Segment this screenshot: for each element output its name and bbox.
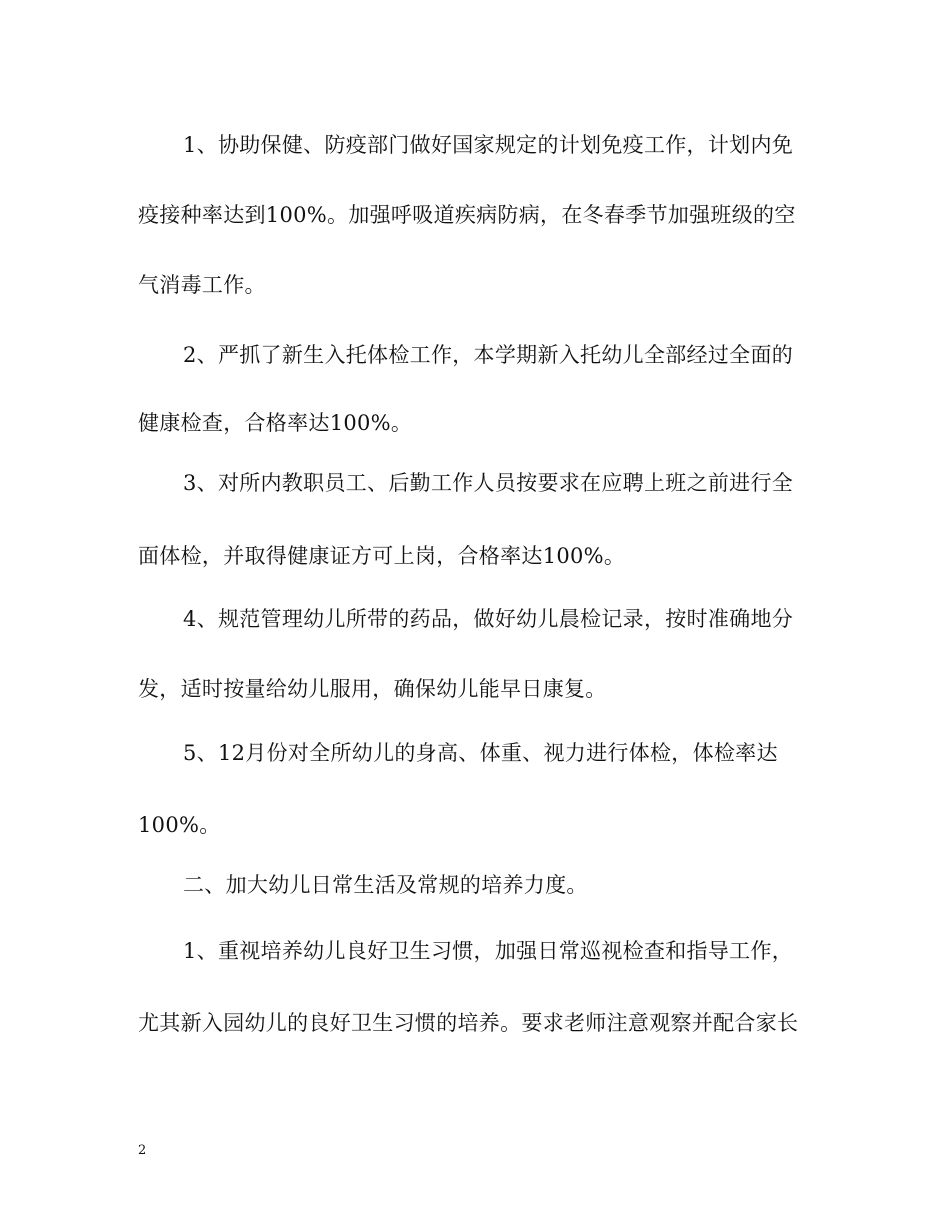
section-heading: 二、加大幼儿日常生活及常规的培养力度。 (183, 873, 588, 897)
paragraph-2-line-2: 健康检查，合格率达100%。 (138, 411, 413, 435)
paragraph-3-line-1: 3、对所内教职员工、后勤工作人员按要求在应聘上班之前进行全 (183, 471, 794, 495)
paragraph-6-line-2: 尤其新入园幼儿的良好卫生习惯的培养。要求老师注意观察并配合家长 (138, 1011, 799, 1035)
paragraph-4-line-2: 发，适时按量给幼儿服用，确保幼儿能早日康复。 (138, 677, 607, 701)
paragraph-1-line-3: 气消毒工作。 (138, 273, 266, 297)
paragraph-4-line-1: 4、规范管理幼儿所带的药品，做好幼儿晨检记录，按时准确地分 (183, 607, 794, 631)
paragraph-5-line-2: 100%。 (138, 813, 221, 837)
paragraph-6-line-1: 1、重视培养幼儿良好卫生习惯，加强日常巡视检查和指导工作， (183, 939, 794, 963)
paragraph-1-line-2: 疫接种率达到100%。加强呼吸道疾病防病，在冬春季节加强班级的空 (138, 203, 796, 227)
paragraph-2-line-1: 2、严抓了新生入托体检工作，本学期新入托幼儿全部经过全面的 (183, 343, 794, 367)
page-number: 2 (138, 1143, 147, 1158)
paragraph-1-line-1: 1、协助保健、防疫部门做好国家规定的计划免疫工作，计划内免 (183, 133, 794, 157)
paragraph-5-line-1: 5、12月份对全所幼儿的身高、体重、视力进行体检，体检率达 (183, 741, 778, 765)
paragraph-3-line-2: 面体检，并取得健康证方可上岗，合格率达100%。 (138, 544, 626, 568)
